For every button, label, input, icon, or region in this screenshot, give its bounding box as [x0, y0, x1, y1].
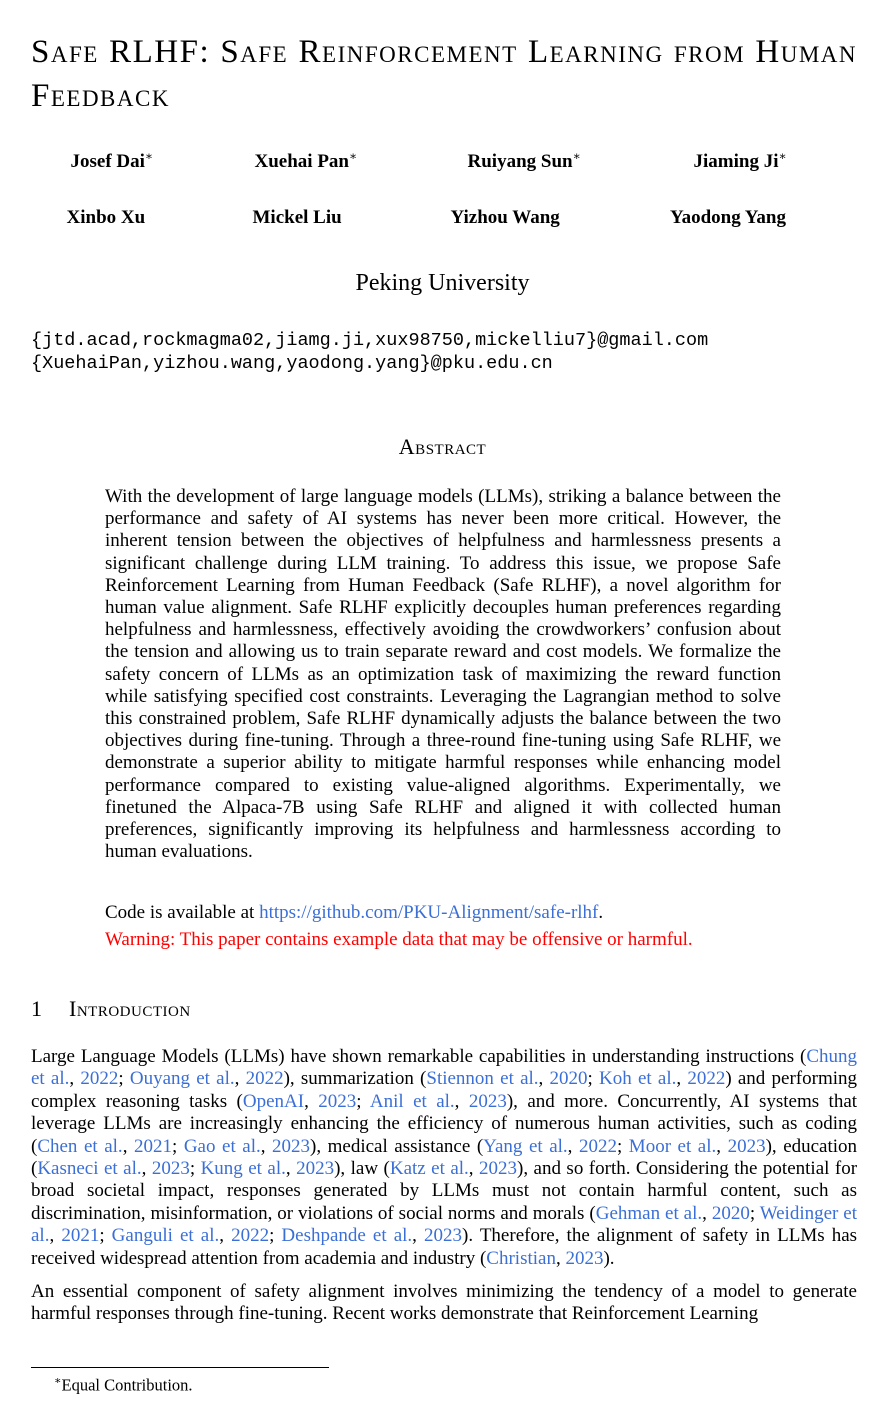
citation-link[interactable]: Deshpande et al. [281, 1225, 413, 1247]
intro-text-segment: ). [603, 1247, 615, 1269]
intro-text-segment: , [468, 1158, 480, 1180]
abstract-text: With the development of large language models (LLMs), striking a balance between the performance and safety of AI systems has never been more critical. However, the inherent tension between the objectives of helpfulness and harmlessness presents a significant challenge during LLM training. To address this issue, we propose Safe Reinforcement Learning from Human Feedback (Safe RLHF), a novel algorithm for human value alignment. Safe RLHF explicitly decouples human preferences regarding helpfulness and harmlessness, effectively avoiding the crowdworkers’ confusion about the tension and allowing us to train separate reward and cost models. We formalize the safety concern of LLMs as an optimization task of maximizing the reward function while satisfying specified cost constraints. Leveraging the Lagrangian method to solve this constrained problem, Safe RLHF dynamically adjusts the balance between the two objectives during fine-tuning. Through a three-round fine-tuning using Safe RLHF, we demonstrate a superior ability to mitigate harmful responses while enhancing model performance compared to existing value-aligned algorithms. Experimentally, we finetuned the Alpaca-7B using Safe RLHF and aligned it with collected human preferences, significantly improving its helpfulness and harmlessness according to human evaluations. [105, 486, 781, 863]
intro-text-segment: , [69, 1068, 81, 1090]
footnote-text: Equal Contribution. [61, 1375, 193, 1395]
citation-link[interactable]: Christian [486, 1247, 556, 1269]
section-title: Introduction [69, 996, 191, 1021]
intro-text-segment: , [676, 1068, 688, 1090]
citation-link[interactable]: Koh et al. [599, 1068, 677, 1090]
author-name [67, 207, 146, 229]
intro-text-segment: ), education ( [31, 1135, 858, 1180]
intro-text-segment: , [141, 1158, 152, 1180]
citation-link[interactable]: 2023 [151, 1158, 190, 1180]
intro-text-segment: , [49, 1225, 62, 1247]
citation-link[interactable]: 2022 [578, 1135, 617, 1157]
equal-contribution-mark: ∗ [778, 149, 787, 163]
abstract-heading: Abstract [398, 434, 487, 459]
intro-text-segment: ), and more. Concurrently, AI systems that leverage LLMs are increasingly enhancing the efficiency of numerous human activities, such as coding ( [31, 1090, 858, 1157]
citation-link[interactable]: OpenAI [242, 1090, 305, 1112]
paper-title: Safe RLHF: Safe Reinforcement Learning from Human Feedback [31, 34, 857, 114]
intro-text-segment: ) and performing complex reasoning tasks ( [31, 1068, 857, 1112]
citation-link[interactable]: 2023 [296, 1158, 335, 1180]
citation-link[interactable]: Chen et al. [37, 1135, 123, 1157]
citation-link[interactable]: Moor et al. [628, 1135, 717, 1157]
citation-link[interactable]: 2021 [133, 1135, 172, 1157]
citation-link[interactable]: 2023 [565, 1247, 604, 1269]
intro-text-segment: ). Therefore, the alignment of safety in LLMs has received widespread attention from academia and industry ( [31, 1225, 858, 1269]
intro-paragraph-1 [31, 1046, 857, 1270]
citation-link[interactable]: 2023 [479, 1158, 518, 1180]
citation-link[interactable]: 2023 [468, 1090, 507, 1112]
citation-link[interactable]: Anil et al. [369, 1090, 455, 1112]
author-name-text: Xuehai Pan [254, 151, 349, 172]
footnote [54, 1374, 193, 1396]
intro-text-segment: , [304, 1090, 319, 1112]
intro-text-segment: , [716, 1135, 728, 1157]
intro-text-segment: , [538, 1068, 550, 1090]
author-name [451, 207, 560, 229]
author-name [71, 151, 154, 173]
abstract-body [105, 486, 781, 863]
code-suffix: . [598, 902, 604, 923]
citation-link[interactable]: Stiennon et al. [426, 1068, 539, 1090]
intro-text-segment: , [555, 1247, 566, 1269]
content-warning: Warning: This paper contains example data that may be offensive or harmful. [105, 929, 693, 950]
citation-link[interactable]: Kung et al. [200, 1158, 286, 1180]
footnote-mark: ∗ [54, 1375, 62, 1387]
intro-text-segment: ; [99, 1225, 112, 1247]
intro-text-segment: ; [749, 1202, 760, 1224]
intro-text-segment: , [567, 1135, 579, 1157]
citation-link[interactable]: 2023 [727, 1135, 766, 1157]
intro-text-segment: , [412, 1225, 425, 1247]
intro-text-segment: , [234, 1068, 246, 1090]
intro-text-segment: ; [118, 1068, 130, 1090]
intro-text-segment: ), medical assistance ( [310, 1135, 484, 1157]
section-heading [31, 996, 191, 1022]
intro-text-segment: ), law ( [334, 1158, 390, 1180]
citation-link[interactable]: 2023 [272, 1135, 311, 1157]
author-name-text: Jiaming Ji [693, 151, 779, 172]
citation-link[interactable]: 2022 [231, 1225, 270, 1247]
citation-link[interactable]: Kasneci et al. [37, 1158, 142, 1180]
equal-contribution-mark: ∗ [144, 149, 154, 163]
intro-body [31, 1046, 857, 1337]
intro-text-segment: , [219, 1225, 232, 1247]
equal-contribution-mark: ∗ [572, 149, 581, 163]
citation-link[interactable]: 2022 [80, 1068, 119, 1090]
citation-link[interactable]: 2023 [318, 1090, 357, 1112]
author-name [255, 151, 358, 173]
intro-text-segment: ; [587, 1068, 600, 1090]
citation-link[interactable]: Chung et al. [31, 1046, 857, 1090]
citation-link[interactable]: 2021 [61, 1225, 100, 1247]
citation-link[interactable]: Gehman et al. [595, 1202, 703, 1224]
footnote-rule [31, 1367, 329, 1368]
intro-text-segment: ; [356, 1090, 370, 1112]
intro-text-segment: , [122, 1135, 134, 1157]
intro-text-segment: , [285, 1158, 297, 1180]
author-name-text: Yaodong Yang [670, 207, 786, 228]
citation-link[interactable]: Yang et al. [483, 1135, 568, 1157]
author-name-text: Josef Dai [70, 151, 145, 172]
intro-text-segment: Large Language Models (LLMs) have shown remarkable capabilities in understanding instructions ( [31, 1046, 807, 1067]
code-availability [105, 902, 603, 924]
email-line-pku: {XuehaiPan,yizhou.wang,yaodong.yang}@pku.edu.cn [31, 353, 553, 374]
citation-link[interactable]: 2020 [549, 1068, 588, 1090]
author-name [468, 151, 581, 173]
code-link[interactable]: https://github.com/PKU-Alignment/safe-rlhf [259, 902, 599, 923]
intro-text-segment: , [260, 1135, 273, 1157]
citation-link[interactable]: Gao et al. [183, 1135, 261, 1157]
author-name [694, 151, 787, 173]
intro-paragraph-2: An essential component of safety alignment involves minimizing the tendency of a model to generate harmful responses through fine-tuning. Recent works demonstrate that Reinforcement Learning [31, 1281, 857, 1325]
intro-text-segment: ; [171, 1135, 184, 1157]
author-name-text: Xinbo Xu [66, 207, 146, 228]
author-name [670, 207, 786, 229]
intro-text-segment: ; [189, 1158, 201, 1180]
author-name [253, 207, 342, 229]
citation-link[interactable]: 2022 [687, 1068, 726, 1090]
intro-text-segment: , [454, 1090, 469, 1112]
citation-link[interactable]: Weidinger et al. [31, 1202, 858, 1247]
citation-link[interactable]: Ganguli et al. [111, 1225, 220, 1247]
citation-link[interactable]: Katz et al. [389, 1158, 469, 1180]
affiliation: Peking University [355, 270, 530, 296]
section-number: 1 [31, 996, 42, 1021]
author-name-text: Yizhou Wang [450, 207, 560, 228]
citation-link[interactable]: Ouyang et al. [129, 1068, 235, 1090]
code-prefix: Code is available at [105, 902, 260, 923]
intro-text-segment: ), summarization ( [283, 1068, 427, 1090]
equal-contribution-mark: ∗ [349, 149, 358, 163]
intro-text-segment: , [702, 1202, 712, 1224]
author-name-text: Ruiyang Sun [467, 151, 573, 172]
citation-link[interactable]: 2022 [245, 1068, 284, 1090]
intro-text-segment: ; [616, 1135, 629, 1157]
citation-link[interactable]: 2023 [424, 1225, 463, 1247]
citation-link[interactable]: 2020 [711, 1202, 750, 1224]
author-name-text: Mickel Liu [252, 207, 342, 228]
intro-text-segment: ; [269, 1225, 282, 1247]
email-line-gmail: {jtd.acad,rockmagma02,jiamg.ji,xux98750,mickelliu7}@gmail.com [31, 330, 709, 351]
intro-text-segment: ), and so forth. Considering the potential for broad societal impact, responses generated by LLMs must not contain harmful content, such as discrimination, misinformation, or violations of social norms and morals ( [31, 1158, 858, 1224]
